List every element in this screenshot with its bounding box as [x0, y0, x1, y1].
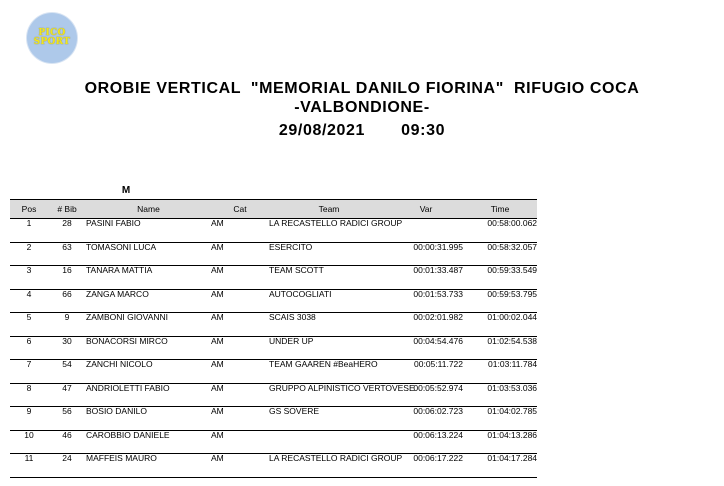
col-header-cat: Cat [211, 200, 269, 219]
table-row [10, 383, 537, 407]
cell-team: GRUPPO ALPINISTICO VERTOVESE [269, 382, 415, 393]
event-date: 29/08/2021 [278, 122, 365, 139]
cell-time: 01:04:02.785 [487, 406, 538, 416]
cell-var: 00:00:31.995 [413, 241, 463, 252]
table-row [10, 219, 537, 243]
cell-cat: AM [211, 453, 224, 463]
cell-var: 00:04:54.476 [413, 335, 463, 346]
cell-name: CAROBBIO DANIELE [86, 429, 170, 440]
event-datetime [0, 122, 724, 140]
cell-var: 00:05:11.722 [414, 359, 463, 369]
cell-name: BOSIO DANILO [86, 406, 147, 416]
cell-cat: AM [211, 265, 224, 275]
category-label: M [10, 181, 537, 200]
col-header-team: Team [269, 200, 389, 219]
cell-team: AUTOCOGLIATI [269, 288, 332, 299]
cell-name: BONACORSI MIRCO [86, 335, 168, 346]
cell-pos: 4 [26, 288, 32, 299]
cell-time: 01:02:54.538 [487, 335, 538, 346]
cell-team: SCAIS 3038 [269, 312, 316, 322]
cell-bib: 16 [62, 265, 72, 275]
cell-pos: 1 [26, 218, 32, 228]
cell-cat: AM [211, 241, 224, 252]
cell-team: LA RECASTELLO RADICI GROUP [269, 453, 403, 463]
cell-bib: 9 [64, 312, 70, 322]
pico-sport-logo [27, 13, 77, 63]
cell-time: 00:58:00.062 [487, 218, 538, 228]
cell-cat: AM [211, 288, 224, 299]
table-row [10, 360, 537, 384]
cell-bib: 63 [62, 241, 72, 252]
table-row [10, 336, 537, 360]
event-location: -VALBONDIONE- [294, 99, 430, 116]
table-row [10, 266, 537, 290]
cell-time: 01:03:53.036 [487, 382, 538, 393]
cell-var: 00:06:02.723 [413, 406, 463, 416]
cell-pos: 11 [24, 453, 34, 463]
cell-team: GS SOVERE [269, 406, 320, 416]
cell-name: ZANCHI NICOLO [86, 359, 153, 369]
table-row [10, 454, 537, 478]
cell-name: ZANGA MARCO [86, 288, 149, 299]
cell-time: 01:04:13.286 [487, 429, 538, 440]
cell-var: 00:06:17.222 [413, 453, 463, 463]
col-header-pos: Pos [10, 200, 48, 219]
cell-time: 01:03:11.784 [488, 359, 538, 369]
cell-cat: AM [211, 312, 224, 322]
cell-bib: 30 [62, 335, 72, 346]
cell-bib: 54 [62, 359, 72, 369]
table-row [10, 430, 537, 454]
cell-time: 00:59:33.549 [487, 265, 538, 275]
cell-cat: AM [211, 359, 224, 369]
results-table [10, 181, 537, 478]
cell-pos: 3 [26, 265, 32, 275]
table-row [10, 407, 537, 431]
cell-pos: 5 [26, 312, 32, 322]
col-header-name: Name [86, 200, 211, 219]
results-body [10, 219, 537, 478]
cell-bib: 46 [62, 429, 72, 440]
cell-time: 01:00:02.044 [487, 312, 538, 322]
cell-name: PASINI FABIO [86, 218, 141, 228]
cell-team: TEAM GAAREN #BeaHERO [269, 359, 378, 369]
cell-team: TEAM SCOTT [269, 265, 324, 275]
cell-time: 01:04:17.284 [487, 453, 538, 463]
cell-var: 00:05:52.974 [413, 382, 463, 393]
cell-bib: 47 [62, 382, 72, 393]
cell-team [269, 430, 389, 454]
category-header-row [10, 181, 537, 200]
table-row [10, 242, 537, 266]
cell-cat: AM [211, 406, 224, 416]
column-header-row [10, 200, 537, 219]
event-title: OROBIE VERTICAL "MEMORIAL DANILO FIORINA" RIFUGIO COCA [84, 80, 640, 97]
cell-name: TANARA MATTIA [86, 265, 153, 275]
cell-name: TOMASONI LUCA [86, 241, 157, 252]
cell-cat: AM [211, 429, 224, 440]
cell-var: 00:01:33.487 [413, 265, 463, 275]
cell-name: ZAMBONI GIOVANNI [86, 312, 169, 322]
cell-pos: 2 [26, 241, 32, 252]
cell-team: ESERCITO [269, 241, 313, 252]
cell-name: ANDRIOLETTI FABIO [86, 382, 170, 393]
table-row [10, 289, 537, 313]
cell-var: 00:01:53.733 [413, 288, 463, 299]
logo-text-line2: SPORT [33, 37, 71, 47]
cell-pos: 10 [24, 429, 34, 440]
cell-var: 00:06:13.224 [413, 429, 463, 440]
col-header-bib: # Bib [48, 200, 86, 219]
cell-bib: 66 [62, 288, 72, 299]
cell-pos: 6 [26, 335, 32, 346]
logo-text-line1: PICO [38, 28, 66, 38]
col-header-var: Var [389, 200, 463, 219]
cell-cat: AM [211, 218, 224, 228]
cell-pos: 7 [26, 359, 32, 369]
table-row [10, 313, 537, 337]
cell-time: 00:59:53.795 [487, 288, 538, 299]
cell-name: MAFFEIS MAURO [86, 453, 157, 463]
cell-pos: 9 [26, 406, 32, 416]
cell-team: LA RECASTELLO RADICI GROUP [269, 218, 403, 228]
event-time: 09:30 [401, 122, 446, 139]
cell-cat: AM [211, 335, 224, 346]
cell-cat: AM [211, 382, 224, 393]
cell-pos: 8 [26, 382, 32, 393]
cell-bib: 56 [62, 406, 72, 416]
cell-var: 00:02:01.982 [413, 312, 463, 322]
cell-time: 00:58:32.057 [487, 241, 538, 252]
cell-team: UNDER UP [269, 335, 314, 346]
col-header-time: Time [463, 200, 537, 219]
cell-bib: 24 [62, 453, 72, 463]
cell-bib: 28 [62, 218, 72, 228]
